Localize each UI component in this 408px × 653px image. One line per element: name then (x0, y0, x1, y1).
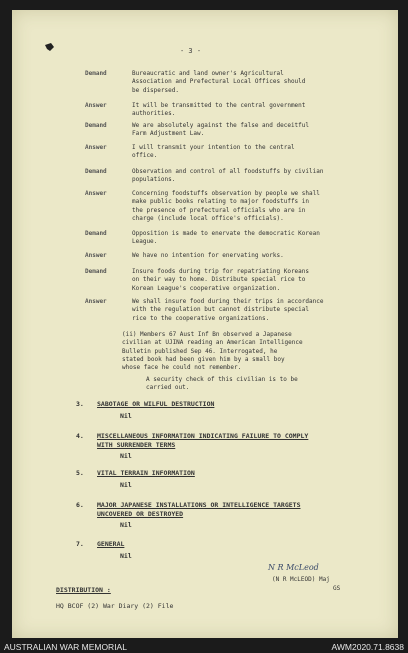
item-ii-paragraph: (ii) Members 67 Aust Inf Bn observed a Japanese civilian at UJINA reading an American Intelligence Bulletin published Sep 46. Interrogated, he stated book had been given him by a small boy whose face he could not remember. (122, 331, 303, 372)
page-number: - 3 - (180, 47, 202, 55)
exchange-label: Answer (85, 102, 107, 109)
section-number: 7. (76, 540, 84, 548)
section-title: VITAL TERRAIN INFORMATION (97, 469, 195, 477)
exchange-text: We shall insure food during their trips in accordance with the regulation but cannot distribute special rice to the cooperative organizations. (132, 298, 324, 322)
section-body: Nil (120, 481, 132, 489)
security-check-note: A security check of this civilian is to be carried out. (146, 376, 298, 392)
exchange-text: Bureaucratic and land owner's Agricultural Association and Prefectural Local Offices should be dispersed. (132, 70, 306, 94)
section-body: Nil (120, 412, 132, 420)
section-number: 6. (76, 501, 84, 509)
footer-accession-number: AWM2020.71.8638 (331, 642, 404, 652)
exchange-text: Concerning foodstuffs observation by people we shall make public books relating to major foodstuffs in the presence of prefectural officials who are in charge (include local office's officials). (132, 190, 320, 222)
section-title: GENERAL (97, 540, 125, 548)
exchange-label: Answer (85, 298, 107, 305)
section-number: 5. (76, 469, 84, 477)
exchange-text: Observation and control of all foodstuffs by civilian populations. (132, 168, 324, 184)
signatory-unit: GS (333, 585, 341, 592)
exchange-text: I will transmit your intention to the central office. (132, 144, 295, 160)
ink-mark-icon (45, 43, 54, 51)
exchange-text: Insure foods during trip for repatriating Koreans on their way to home. Distribute special rice to Korean League's cooperative organization. (132, 268, 310, 292)
section-number: 4. (76, 432, 84, 440)
distribution-heading: DISTRIBUTION : (56, 586, 111, 594)
exchange-label: Demand (85, 230, 107, 237)
exchange-text: It will be transmitted to the central government authorities. (132, 102, 306, 118)
exchange-label: Answer (85, 190, 107, 197)
handwritten-signature: N R McLeod (268, 563, 319, 572)
section-body: Nil (120, 452, 132, 460)
exchange-label: Demand (85, 268, 107, 275)
signatory-name: (N R McLEOD) Maj (272, 576, 330, 583)
archive-footer (0, 640, 408, 653)
exchange-text: We are absolutely against the false and deceitful Farm Adjustment Law. (132, 122, 310, 138)
section-body: Nil (120, 552, 132, 560)
exchange-label: Demand (85, 122, 107, 129)
section-title: MISCELLANEOUS INFORMATION INDICATING FAILURE TO COMPLY WITH SURRENDER TERMS (97, 432, 309, 449)
exchange-label: Demand (85, 70, 107, 77)
section-title: SABOTAGE OR WILFUL DESTRUCTION (97, 400, 215, 408)
exchange-label: Demand (85, 168, 107, 175)
exchange-text: We have no intention for enervating works. (132, 252, 284, 259)
exchange-label: Answer (85, 144, 107, 151)
section-number: 3. (76, 400, 84, 408)
footer-institution: AUSTRALIAN WAR MEMORIAL (4, 642, 127, 652)
section-body: Nil (120, 521, 132, 529)
distribution-list: HQ BCOF (2) War Diary (2) File (56, 602, 174, 610)
exchange-text: Opposition is made to enervate the democratic Korean League. (132, 230, 320, 246)
exchange-label: Answer (85, 252, 107, 259)
section-title: MAJOR JAPANESE INSTALLATIONS OR INTELLIGENCE TARGETS UNCOVERED OR DESTROYED (97, 501, 301, 518)
